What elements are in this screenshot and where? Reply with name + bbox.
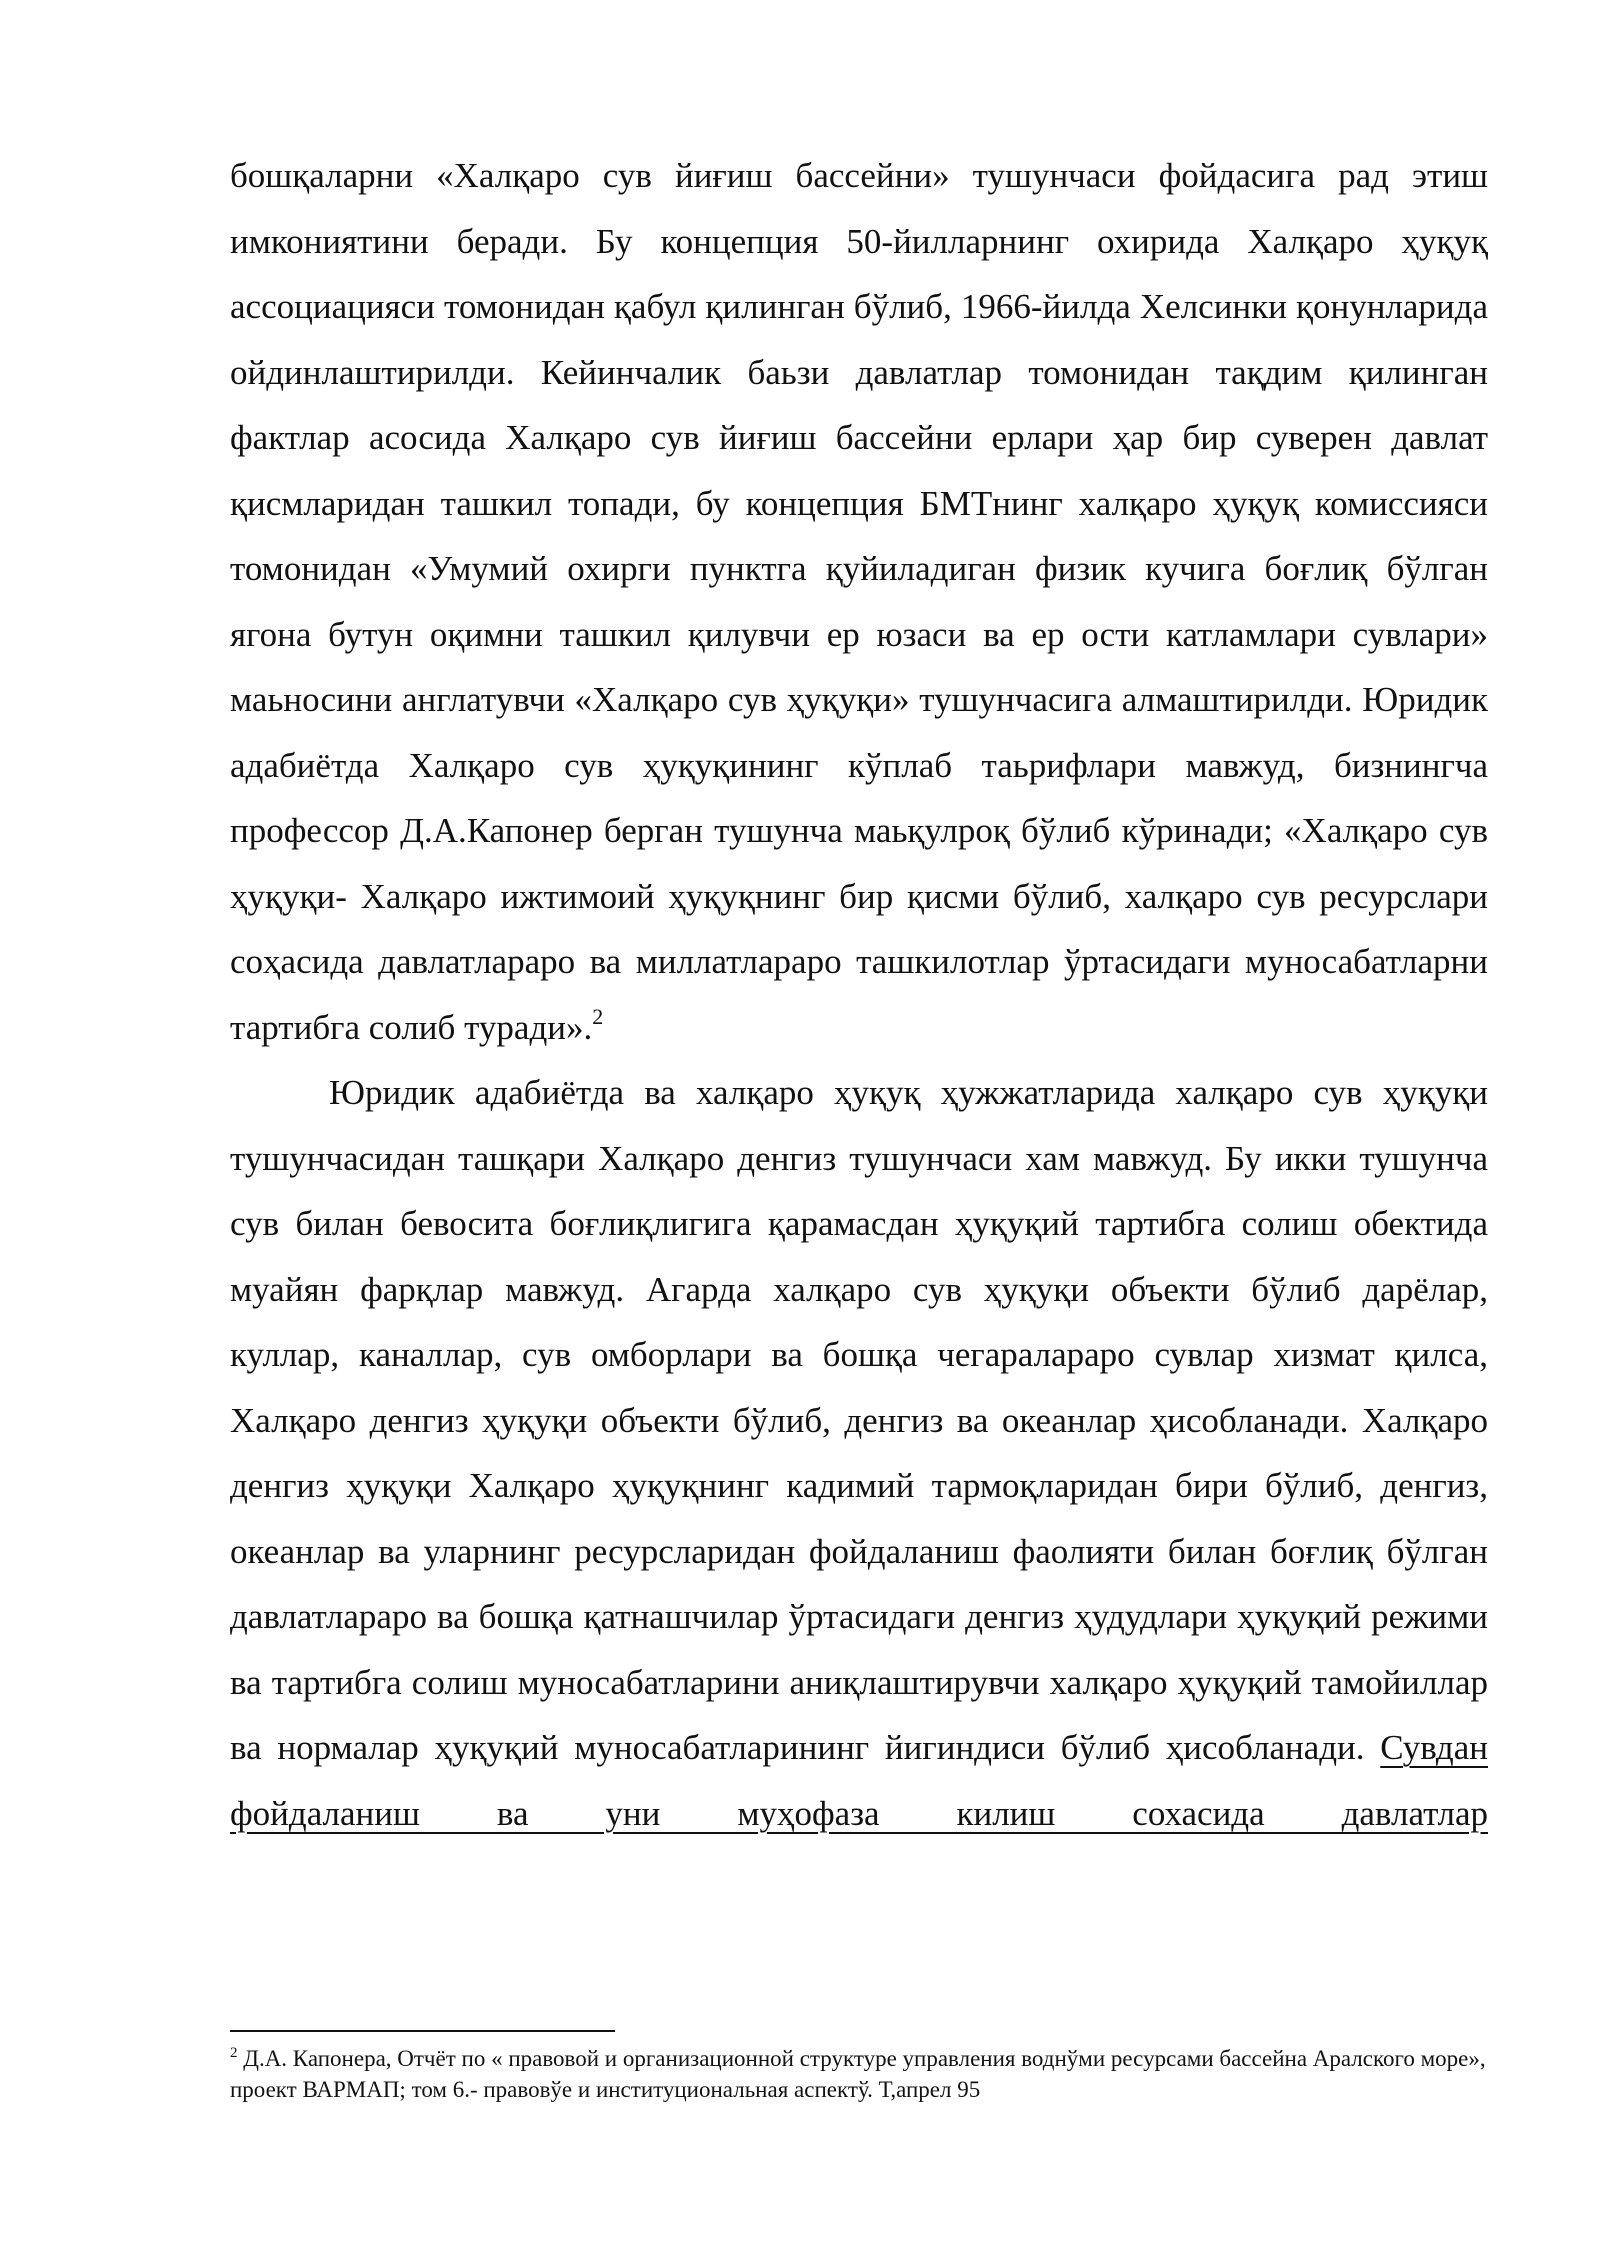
- body-text: [230, 143, 1488, 1846]
- footnote-mark: 2: [230, 2045, 238, 2061]
- paragraph-1-text: бошқаларни «Халқаро сув йиғиш бассейни» тушунчаси фойдасига рад этиш имкониятини беради. Бу концепция 50-йилларнинг охирида Халқаро ҳуқуқ ассоциацияси томонидан қабул қилинган бўлиб, 1966-йилда Хелсинки қонунларида ойдинлаштирилди. Кейинчалик баьзи давлатлар томонидан тақдим қилинган фактлар асосида Халқаро сув йиғиш бассейни ерлари ҳар бир суверен давлат қисмларидан ташкил топади, бу концепция БМТнинг халқаро ҳуқуқ комиссияси томонидан «Умумий охирги пунктга қуйиладиган физик кучига боғлиқ бўлган ягона бутун оқимни ташкил қилувчи ер юзаси ва ер ости катламлари сувлари» маьносини англатувчи «Халқаро сув ҳуқуқи» тушунчасига алмаштирилди. Юридик адабиётда Халқаро сув ҳуқуқининг кўплаб таьрифлари мавжуд, бизнингча профессор Д.А.Капонер берган тушунча маьқулроқ бўлиб кўринади; «Халқаро сув ҳуқуқи- Халқаро ижтимоий ҳуқуқнинг бир қисми бўлиб, халқаро сув ресурслари соҳасида давлатлараро ва миллатлараро ташкилотлар ўртасидаги муносабатларни тартибга солиб туради».: [230, 156, 1488, 1047]
- footnote: [230, 2043, 1488, 2105]
- footnote-text: Д.А. Капонера, Отчёт по « правовой и организационной структуре управления воднўми ресурсами бассейна Аралского море», проект ВАРМАП; том 6.- правовўе и институциональная аспектў. Т,апрел 95: [230, 2046, 1486, 2102]
- paragraph-2-text: Юридик адабиётда ва халқаро ҳуқуқ ҳужжатларида халқаро сув ҳуқуқи тушунчасидан ташқари Халқаро денгиз тушунчаси хам мавжуд. Бу икки тушунча сув билан бевосита боғлиқлигига қарамасдан ҳуқуқий тартибга солиш обектида муайян фарқлар мавжуд. Агарда халқаро сув ҳуқуқи объекти бўлиб дарёлар, куллар, каналлар, сув омборлари ва бошқа чегаралараро сувлар хизмат қилса, Халқаро денгиз ҳуқуқи объекти бўлиб, денгиз ва океанлар ҳисобланади. Халқаро денгиз ҳуқуқи Халқаро ҳуқуқнинг кадимий тармоқларидан бири бўлиб, денгиз, океанлар ва уларнинг ресурсларидан фойдаланиш фаолияти билан боғлиқ бўлган давлатлараро ва бошқа қатнашчилар ўртасидаги денгиз ҳудудлари ҳуқуқий режими ва тартибга солиш муносабатларини аниқлаштирувчи халқаро ҳуқуқий тамойиллар ва нормалар ҳуқуқий муносабатларининг йигиндиси бўлиб ҳисобланади.: [230, 1073, 1488, 1767]
- paragraph-1: [230, 143, 1488, 1060]
- footnote-separator: [230, 2030, 615, 2032]
- paragraph-2: [230, 1060, 1488, 1846]
- paragraph-2-underlined-continuation: Сувдан фойдаланиш ва уни муҳофаза килиш сохасида давлатлар: [230, 1728, 1488, 1833]
- footnote-reference: 2: [592, 1003, 604, 1029]
